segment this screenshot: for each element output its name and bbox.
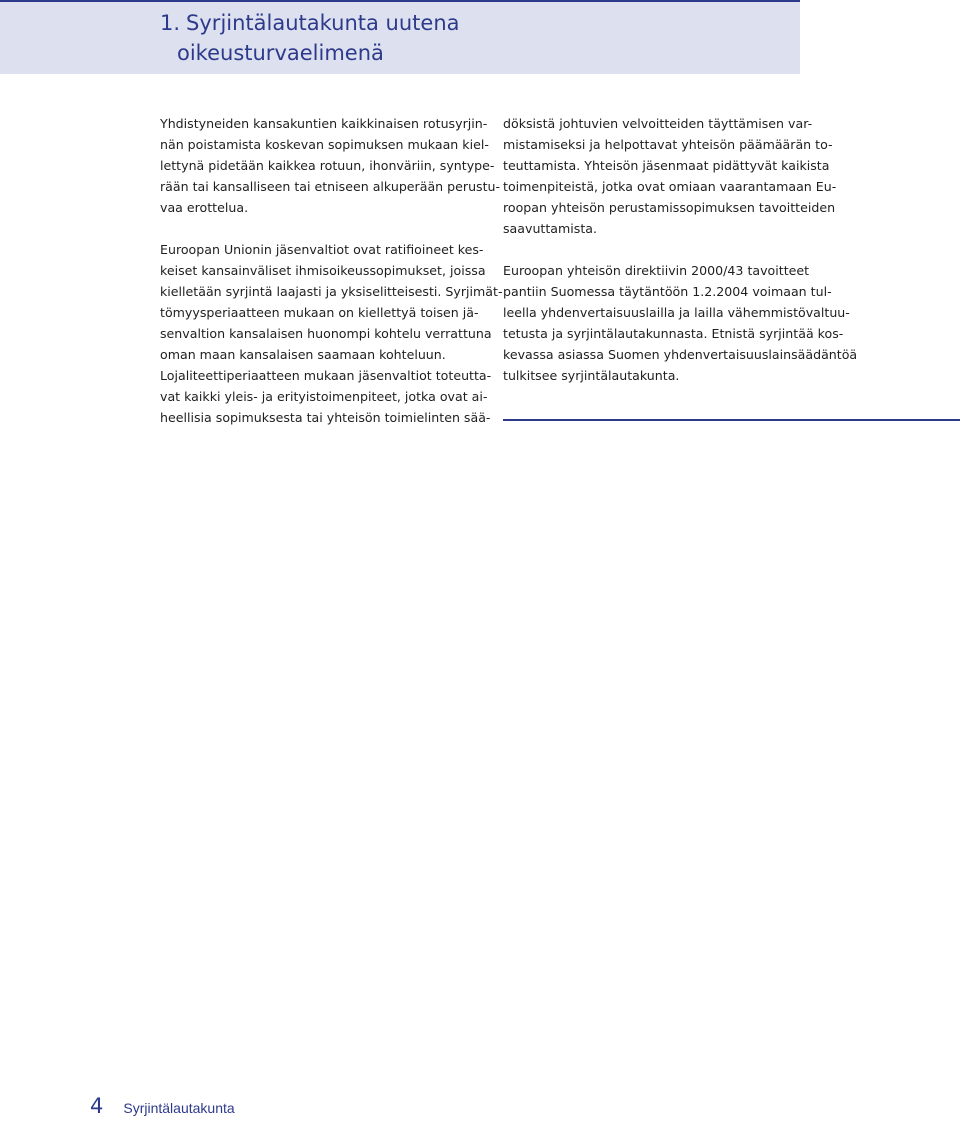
text-line: senvaltion kansalaisen huonompi kohtelu verrattuna	[160, 326, 492, 341]
text-line: saavuttamista.	[503, 221, 598, 236]
text-line: pantiin Suomessa täytäntöön 1.2.2004 voimaan tul-	[503, 284, 832, 299]
text-line: vat kaikki yleis- ja erityistoimenpiteet, jotka ovat ai-	[160, 389, 488, 404]
chapter-title-line1: Syrjintälautakunta uutena	[186, 11, 460, 35]
text-line: Yhdistyneiden kansakuntien kaikkinaisen rotusyrjin-	[160, 116, 488, 131]
text-line: leella yhdenvertaisuuslailla ja lailla vähemmistövaltuu-	[503, 305, 850, 320]
text-line: teuttamista. Yhteisön jäsenmaat pidättyvät kaikista	[503, 158, 830, 173]
chapter-title-line2: oikeusturvaelimenä	[177, 41, 384, 65]
text-line: toimenpiteistä, jotka ovat omiaan vaarantamaan Eu-	[503, 179, 837, 194]
text-line: keiset kansainväliset ihmisoikeussopimukset, joissa	[160, 263, 486, 278]
section-divider	[503, 419, 960, 421]
text-line: tulkitsee syrjintälautakunta.	[503, 368, 680, 383]
running-title: Syrjintälautakunta	[123, 1100, 235, 1116]
text-line: rään tai kansalliseen tai etniseen alkuperään perustu-	[160, 179, 501, 194]
text-line: tetusta ja syrjintälautakunnasta. Etnistä syrjintää kos-	[503, 326, 844, 341]
paragraph-un-convention	[160, 113, 501, 218]
text-line: Lojaliteettiperiaatteen mukaan jäsenvaltiot toteutta-	[160, 368, 492, 383]
text-line: tömyysperiaatteen mukaan on kiellettyä toisen jä-	[160, 305, 479, 320]
page-footer	[90, 1094, 235, 1122]
paragraph-eu-member-states	[160, 239, 503, 428]
left-text-column	[160, 113, 503, 449]
right-text-column	[503, 113, 858, 407]
paragraph-continuation	[503, 113, 837, 239]
text-line: Euroopan yhteisön direktiivin 2000/43 tavoitteet	[503, 263, 810, 278]
text-line: oman maan kansalaisen saamaan kohteluun.	[160, 347, 446, 362]
text-line: vaa erottelua.	[160, 200, 249, 215]
paragraph-directive	[503, 260, 858, 386]
text-line: heellisia sopimuksesta tai yhteisön toimielinten sää-	[160, 410, 491, 425]
text-line: kielletään syrjintä laajasti ja yksiselitteisesti. Syrjimät-	[160, 284, 503, 299]
text-line: Euroopan Unionin jäsenvaltiot ovat ratifioineet kes-	[160, 242, 484, 257]
text-line: nän poistamista koskevan sopimuksen mukaan kiel-	[160, 137, 489, 152]
text-line: lettynä pidetään kaikkea rotuun, ihonväriin, syntype-	[160, 158, 495, 173]
chapter-title	[160, 8, 460, 68]
text-line: döksistä johtuvien velvoitteiden täyttämisen var-	[503, 116, 813, 131]
chapter-number: 1.	[160, 11, 181, 35]
text-line: kevassa asiassa Suomen yhdenvertaisuuslainsäädäntöä	[503, 347, 858, 362]
page-number: 4	[90, 1094, 104, 1118]
text-line: roopan yhteisön perustamissopimuksen tavoitteiden	[503, 200, 836, 215]
text-line: mistamiseksi ja helpottavat yhteisön päämäärän to-	[503, 137, 833, 152]
